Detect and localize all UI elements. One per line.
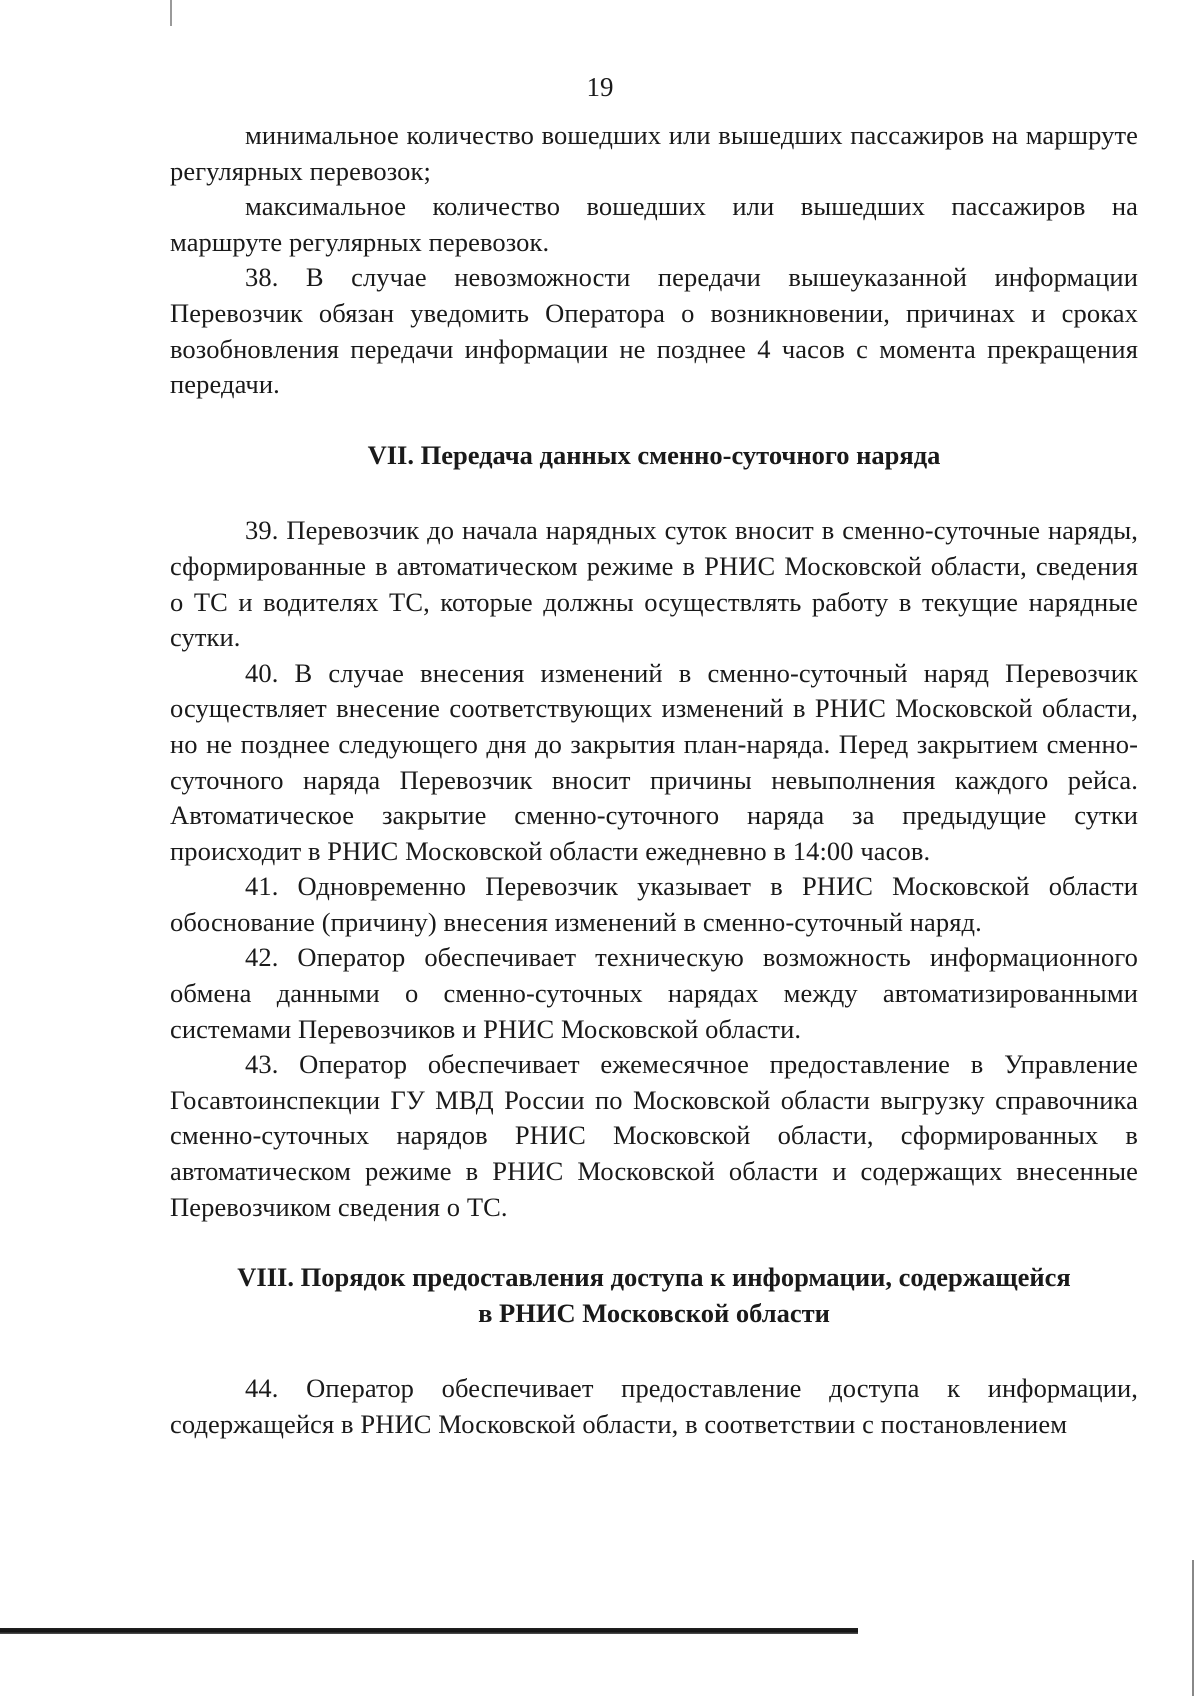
scan-edge-mark (1192, 1560, 1194, 1696)
paragraph-39: 39. Перевозчик до начала нарядных суток вносит в сменно-суточные наряды, сформированные в автоматическом режиме в РНИС Московской области, сведения о ТС и водителях ТС, которые должны осуществлять работу в текущие нарядные сутки. (170, 515, 1138, 653)
section-heading-8 (170, 1260, 1138, 1331)
paragraph-44: 44. Оператор обеспечивает предоставление доступа к информации, содержащейся в РНИС Московской области, в соответствии с постановлением (170, 1373, 1138, 1439)
section-heading-8-line-1: VIII. Порядок предоставления доступа к информации, содержащейся (237, 1262, 1071, 1293)
paragraph-max-passengers: максимальное количество вошедших или вышедших пассажиров на маршруте регулярных перевозок. (170, 191, 1138, 257)
paragraph-41: 41. Одновременно Перевозчик указывает в РНИС Московской области обоснование (причину) внесения изменений в сменно-суточный наряд. (170, 871, 1138, 937)
paragraph-min-passengers: минимальное количество вошедших или вышедших пассажиров на маршруте регулярных перевозок; (170, 120, 1138, 186)
paragraph-38: 38. В случае невозможности передачи вышеуказанной информации Перевозчик обязан уведомить Оператора о возникновении, причинах и сроках возобновления передачи информации не позднее 4 часов с момента прекращения передачи. (170, 262, 1138, 400)
section-heading-8-line-2: в РНИС Московской области (478, 1297, 830, 1328)
paragraph-43: 43. Оператор обеспечивает ежемесячное предоставление в Управление Госавтоинспекции ГУ МВД России по Московской области выгрузку справочника сменно-суточных нарядов РНИС Московской области, сформированных в автоматическом режиме в РНИС Московской области и содержащих внесенные Перевозчиком сведения о ТС. (170, 1049, 1138, 1222)
paragraph-40: 40. В случае внесения изменений в сменно-суточный наряд Перевозчик осуществляет внесение соответствующих изменений в РНИС Московской области, но не позднее следующего дня до закрытия план-наряда. Перед закрытием сменно-суточного наряда Перевозчик вносит причины невыполнения каждого рейса. Автоматическое закрытие сменно-суточного наряда за предыдущие сутки происходит в РНИС Московской области ежедневно в 14:00 часов. (170, 657, 1138, 866)
scan-margin-mark (170, 0, 172, 26)
section-heading-7: VII. Передача данных сменно-суточного наряда (367, 439, 941, 470)
page-number: 19 (586, 72, 614, 102)
scan-bottom-rule (0, 1628, 858, 1634)
page-content (170, 118, 1138, 1443)
paragraph-42: 42. Оператор обеспечивает техническую возможность информационного обмена данными о сменно-суточных нарядах между автоматизированными системами Перевозчиков и РНИС Московской области. (170, 942, 1138, 1044)
